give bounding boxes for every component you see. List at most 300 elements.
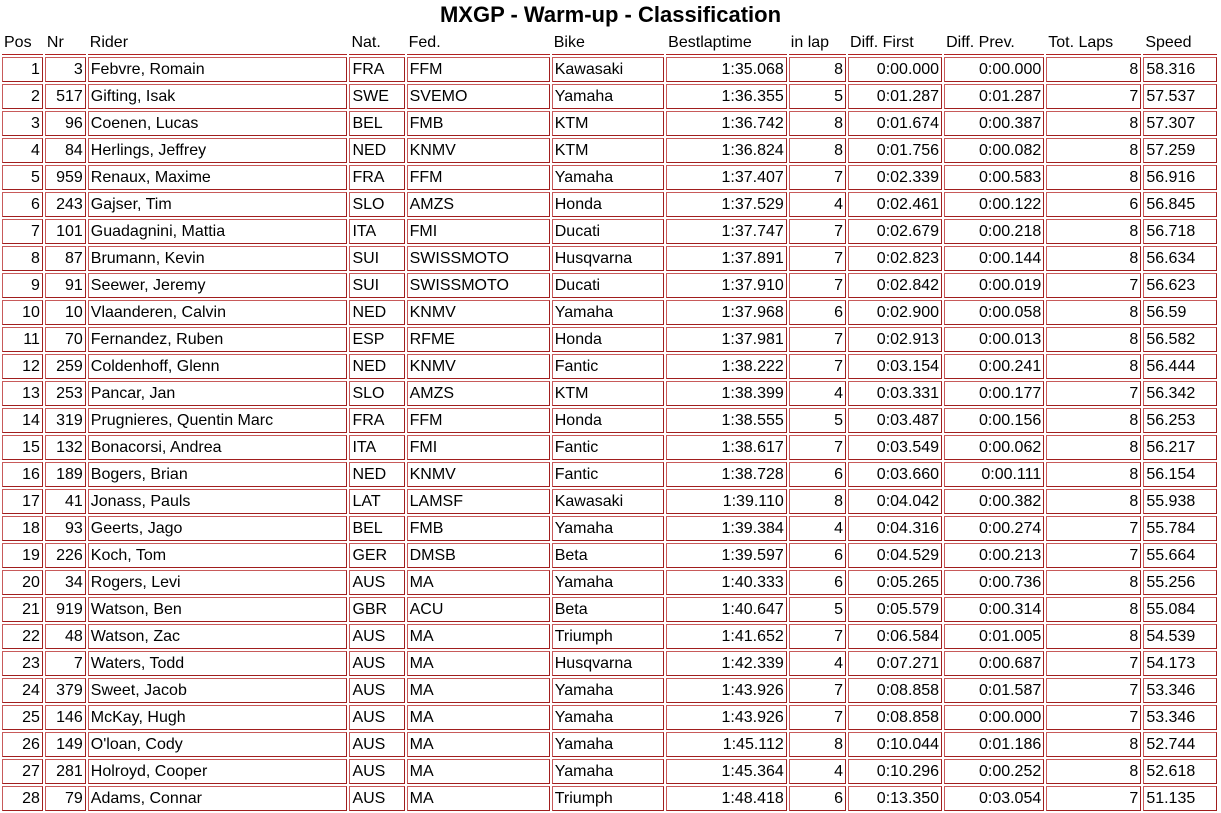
diff-prev-cell: 0:00.252	[944, 759, 1044, 784]
speed-cell: 58.316	[1143, 57, 1217, 82]
rider-cell: Coenen, Lucas	[88, 111, 348, 136]
fed-cell: KNMV	[407, 300, 550, 325]
pos-cell: 2	[2, 84, 43, 109]
in-lap-cell: 7	[789, 246, 846, 271]
diff-first-cell: 0:02.823	[848, 246, 942, 271]
nat-cell: GBR	[349, 597, 404, 622]
diff-first-cell: 0:07.271	[848, 651, 942, 676]
speed-cell: 53.346	[1143, 705, 1217, 730]
bestlaptime-cell: 1:43.926	[666, 705, 787, 730]
bike-cell: Kawasaki	[552, 57, 664, 82]
in-lap-cell: 4	[789, 651, 846, 676]
rider-cell: Watson, Ben	[88, 597, 348, 622]
fed-cell: MA	[407, 759, 550, 784]
col-tot-laps-header: Tot. Laps	[1046, 31, 1141, 55]
diff-first-cell: 0:01.287	[848, 84, 942, 109]
in-lap-cell: 7	[789, 327, 846, 352]
bestlaptime-cell: 1:37.910	[666, 273, 787, 298]
diff-first-cell: 0:03.331	[848, 381, 942, 406]
bestlaptime-cell: 1:40.333	[666, 570, 787, 595]
diff-first-cell: 0:05.265	[848, 570, 942, 595]
bike-cell: Yamaha	[552, 84, 664, 109]
bestlaptime-cell: 1:38.555	[666, 408, 787, 433]
fed-cell: RFME	[407, 327, 550, 352]
col-fed-header: Fed.	[407, 31, 550, 55]
col-in-lap-header: in lap	[789, 31, 846, 55]
fed-cell: MA	[407, 678, 550, 703]
bestlaptime-cell: 1:39.110	[666, 489, 787, 514]
rider-cell: Bonacorsi, Andrea	[88, 435, 348, 460]
table-row	[2, 246, 1217, 271]
fed-cell: FFM	[407, 57, 550, 82]
in-lap-cell: 8	[789, 138, 846, 163]
pos-cell: 17	[2, 489, 43, 514]
pos-cell: 12	[2, 354, 43, 379]
nr-cell: 259	[45, 354, 86, 379]
pos-cell: 18	[2, 516, 43, 541]
speed-cell: 54.539	[1143, 624, 1217, 649]
rider-cell: Jonass, Pauls	[88, 489, 348, 514]
in-lap-cell: 8	[789, 732, 846, 757]
tot-laps-cell: 8	[1046, 435, 1141, 460]
diff-first-cell: 0:04.316	[848, 516, 942, 541]
page-title: MXGP - Warm-up - Classification	[439, 2, 782, 27]
tot-laps-cell: 8	[1046, 327, 1141, 352]
diff-prev-cell: 0:00.213	[944, 543, 1044, 568]
speed-cell: 56.444	[1143, 354, 1217, 379]
speed-cell: 56.845	[1143, 192, 1217, 217]
rider-cell: O'loan, Cody	[88, 732, 348, 757]
diff-prev-cell: 0:00.583	[944, 165, 1044, 190]
diff-prev-cell: 0:03.054	[944, 786, 1044, 811]
tot-laps-cell: 7	[1046, 651, 1141, 676]
speed-cell: 57.259	[1143, 138, 1217, 163]
nr-cell: 84	[45, 138, 86, 163]
in-lap-cell: 7	[789, 165, 846, 190]
table-row	[2, 732, 1217, 757]
in-lap-cell: 4	[789, 192, 846, 217]
diff-first-cell: 0:02.679	[848, 219, 942, 244]
rider-cell: Fernandez, Ruben	[88, 327, 348, 352]
nr-cell: 243	[45, 192, 86, 217]
fed-cell: AMZS	[407, 381, 550, 406]
nr-cell: 149	[45, 732, 86, 757]
tot-laps-cell: 7	[1046, 543, 1141, 568]
pos-cell: 1	[2, 57, 43, 82]
table-row	[2, 543, 1217, 568]
bestlaptime-cell: 1:38.728	[666, 462, 787, 487]
rider-cell: Bogers, Brian	[88, 462, 348, 487]
pos-cell: 4	[2, 138, 43, 163]
speed-cell: 56.582	[1143, 327, 1217, 352]
table-row	[2, 84, 1217, 109]
tot-laps-cell: 8	[1046, 219, 1141, 244]
pos-cell: 15	[2, 435, 43, 460]
table-row	[2, 489, 1217, 514]
col-bestlaptime-header: Bestlaptime	[666, 31, 787, 55]
table-row	[2, 786, 1217, 811]
tot-laps-cell: 8	[1046, 246, 1141, 271]
diff-prev-cell: 0:00.314	[944, 597, 1044, 622]
nr-cell: 253	[45, 381, 86, 406]
speed-cell: 55.256	[1143, 570, 1217, 595]
fed-cell: LAMSF	[407, 489, 550, 514]
pos-cell: 24	[2, 678, 43, 703]
pos-cell: 28	[2, 786, 43, 811]
table-row	[2, 705, 1217, 730]
col-rider-header: Rider	[88, 31, 348, 55]
bestlaptime-cell: 1:40.647	[666, 597, 787, 622]
pos-cell: 13	[2, 381, 43, 406]
diff-prev-cell: 0:01.005	[944, 624, 1044, 649]
speed-cell: 53.346	[1143, 678, 1217, 703]
diff-prev-cell: 0:00.736	[944, 570, 1044, 595]
col-diff-first-header: Diff. First	[848, 31, 942, 55]
bike-cell: Fantic	[552, 354, 664, 379]
rider-cell: Brumann, Kevin	[88, 246, 348, 271]
rider-cell: Koch, Tom	[88, 543, 348, 568]
bike-cell: Yamaha	[552, 678, 664, 703]
nr-cell: 96	[45, 111, 86, 136]
bestlaptime-cell: 1:36.355	[666, 84, 787, 109]
bestlaptime-cell: 1:37.747	[666, 219, 787, 244]
table-row	[2, 624, 1217, 649]
in-lap-cell: 7	[789, 624, 846, 649]
rider-cell: Vlaanderen, Calvin	[88, 300, 348, 325]
tot-laps-cell: 8	[1046, 624, 1141, 649]
bestlaptime-cell: 1:37.529	[666, 192, 787, 217]
bestlaptime-cell: 1:48.418	[666, 786, 787, 811]
rider-cell: Coldenhoff, Glenn	[88, 354, 348, 379]
fed-cell: MA	[407, 651, 550, 676]
diff-prev-cell: 0:00.058	[944, 300, 1044, 325]
fed-cell: FMI	[407, 219, 550, 244]
table-row	[2, 651, 1217, 676]
nat-cell: AUS	[349, 570, 404, 595]
in-lap-cell: 7	[789, 273, 846, 298]
nr-cell: 87	[45, 246, 86, 271]
nat-cell: BEL	[349, 516, 404, 541]
table-row	[2, 192, 1217, 217]
nat-cell: NED	[349, 138, 404, 163]
diff-prev-cell: 0:00.218	[944, 219, 1044, 244]
bike-cell: Husqvarna	[552, 246, 664, 271]
diff-first-cell: 0:03.154	[848, 354, 942, 379]
nr-cell: 919	[45, 597, 86, 622]
rider-cell: Sweet, Jacob	[88, 678, 348, 703]
diff-prev-cell: 0:01.287	[944, 84, 1044, 109]
nat-cell: SWE	[349, 84, 404, 109]
bike-cell: Honda	[552, 192, 664, 217]
rider-cell: McKay, Hugh	[88, 705, 348, 730]
diff-prev-cell: 0:00.082	[944, 138, 1044, 163]
pos-cell: 21	[2, 597, 43, 622]
fed-cell: FMB	[407, 111, 550, 136]
rider-cell: Adams, Connar	[88, 786, 348, 811]
fed-cell: MA	[407, 570, 550, 595]
in-lap-cell: 4	[789, 516, 846, 541]
rider-cell: Febvre, Romain	[88, 57, 348, 82]
fed-cell: MA	[407, 705, 550, 730]
tot-laps-cell: 7	[1046, 84, 1141, 109]
nat-cell: SUI	[349, 246, 404, 271]
table-row	[2, 678, 1217, 703]
nat-cell: SLO	[349, 192, 404, 217]
rider-cell: Holroyd, Cooper	[88, 759, 348, 784]
nr-cell: 319	[45, 408, 86, 433]
tot-laps-cell: 6	[1046, 192, 1141, 217]
speed-cell: 56.154	[1143, 462, 1217, 487]
bestlaptime-cell: 1:37.981	[666, 327, 787, 352]
table-row	[2, 273, 1217, 298]
col-bike-header: Bike	[552, 31, 664, 55]
tot-laps-cell: 8	[1046, 570, 1141, 595]
diff-first-cell: 0:08.858	[848, 678, 942, 703]
bike-cell: KTM	[552, 381, 664, 406]
bestlaptime-cell: 1:38.617	[666, 435, 787, 460]
diff-first-cell: 0:02.339	[848, 165, 942, 190]
in-lap-cell: 7	[789, 435, 846, 460]
pos-cell: 6	[2, 192, 43, 217]
speed-cell: 56.916	[1143, 165, 1217, 190]
diff-prev-cell: 0:00.122	[944, 192, 1044, 217]
nr-cell: 79	[45, 786, 86, 811]
fed-cell: MA	[407, 624, 550, 649]
table-row	[2, 57, 1217, 82]
rider-cell: Renaux, Maxime	[88, 165, 348, 190]
nat-cell: ITA	[349, 219, 404, 244]
diff-first-cell: 0:04.529	[848, 543, 942, 568]
nat-cell: AUS	[349, 759, 404, 784]
speed-cell: 56.623	[1143, 273, 1217, 298]
diff-prev-cell: 0:00.111	[944, 462, 1044, 487]
bike-cell: Yamaha	[552, 732, 664, 757]
speed-cell: 56.342	[1143, 381, 1217, 406]
tot-laps-cell: 8	[1046, 759, 1141, 784]
diff-prev-cell: 0:00.144	[944, 246, 1044, 271]
bike-cell: Ducati	[552, 219, 664, 244]
bestlaptime-cell: 1:45.364	[666, 759, 787, 784]
diff-prev-cell: 0:00.274	[944, 516, 1044, 541]
table-row	[2, 111, 1217, 136]
bestlaptime-cell: 1:39.597	[666, 543, 787, 568]
nr-cell: 101	[45, 219, 86, 244]
nat-cell: SLO	[349, 381, 404, 406]
table-row	[2, 327, 1217, 352]
in-lap-cell: 8	[789, 57, 846, 82]
fed-cell: FFM	[407, 165, 550, 190]
bike-cell: Kawasaki	[552, 489, 664, 514]
nat-cell: SUI	[349, 273, 404, 298]
fed-cell: KNMV	[407, 138, 550, 163]
fed-cell: ACU	[407, 597, 550, 622]
bestlaptime-cell: 1:35.068	[666, 57, 787, 82]
speed-cell: 55.084	[1143, 597, 1217, 622]
diff-prev-cell: 0:00.000	[944, 57, 1044, 82]
diff-prev-cell: 0:01.186	[944, 732, 1044, 757]
nr-cell: 517	[45, 84, 86, 109]
in-lap-cell: 5	[789, 408, 846, 433]
nat-cell: AUS	[349, 624, 404, 649]
speed-cell: 55.938	[1143, 489, 1217, 514]
tot-laps-cell: 8	[1046, 489, 1141, 514]
fed-cell: AMZS	[407, 192, 550, 217]
tot-laps-cell: 7	[1046, 381, 1141, 406]
tot-laps-cell: 8	[1046, 57, 1141, 82]
nat-cell: NED	[349, 354, 404, 379]
table-row	[2, 570, 1217, 595]
bike-cell: Yamaha	[552, 516, 664, 541]
table-row	[2, 408, 1217, 433]
diff-prev-cell: 0:01.587	[944, 678, 1044, 703]
nr-cell: 959	[45, 165, 86, 190]
bestlaptime-cell: 1:38.222	[666, 354, 787, 379]
bike-cell: Honda	[552, 408, 664, 433]
speed-cell: 56.253	[1143, 408, 1217, 433]
speed-cell: 56.634	[1143, 246, 1217, 271]
diff-prev-cell: 0:00.062	[944, 435, 1044, 460]
speed-cell: 56.59	[1143, 300, 1217, 325]
nr-cell: 10	[45, 300, 86, 325]
table-row	[2, 300, 1217, 325]
diff-first-cell: 0:02.461	[848, 192, 942, 217]
diff-prev-cell: 0:00.241	[944, 354, 1044, 379]
rider-cell: Geerts, Jago	[88, 516, 348, 541]
diff-first-cell: 0:01.756	[848, 138, 942, 163]
fed-cell: SVEMO	[407, 84, 550, 109]
bike-cell: Beta	[552, 597, 664, 622]
in-lap-cell: 6	[789, 300, 846, 325]
table-row	[2, 597, 1217, 622]
in-lap-cell: 6	[789, 543, 846, 568]
bestlaptime-cell: 1:37.968	[666, 300, 787, 325]
nat-cell: AUS	[349, 732, 404, 757]
table-row	[2, 138, 1217, 163]
nr-cell: 146	[45, 705, 86, 730]
diff-first-cell: 0:10.044	[848, 732, 942, 757]
diff-prev-cell: 0:00.687	[944, 651, 1044, 676]
diff-first-cell: 0:03.660	[848, 462, 942, 487]
nat-cell: ITA	[349, 435, 404, 460]
in-lap-cell: 8	[789, 489, 846, 514]
nr-cell: 7	[45, 651, 86, 676]
in-lap-cell: 6	[789, 786, 846, 811]
classification-table	[0, 29, 1219, 813]
bike-cell: Triumph	[552, 786, 664, 811]
bestlaptime-cell: 1:41.652	[666, 624, 787, 649]
pos-cell: 3	[2, 111, 43, 136]
diff-prev-cell: 0:00.177	[944, 381, 1044, 406]
tot-laps-cell: 8	[1046, 462, 1141, 487]
tot-laps-cell: 8	[1046, 354, 1141, 379]
diff-prev-cell: 0:00.000	[944, 705, 1044, 730]
bike-cell: Ducati	[552, 273, 664, 298]
fed-cell: KNMV	[407, 462, 550, 487]
nat-cell: AUS	[349, 678, 404, 703]
tot-laps-cell: 7	[1046, 705, 1141, 730]
table-row	[2, 165, 1217, 190]
nr-cell: 189	[45, 462, 86, 487]
table-row	[2, 381, 1217, 406]
fed-cell: MA	[407, 786, 550, 811]
nr-cell: 70	[45, 327, 86, 352]
rider-cell: Prugnieres, Quentin Marc	[88, 408, 348, 433]
in-lap-cell: 7	[789, 678, 846, 703]
nat-cell: AUS	[349, 705, 404, 730]
table-row	[2, 516, 1217, 541]
rider-cell: Pancar, Jan	[88, 381, 348, 406]
col-pos-header: Pos	[2, 31, 43, 55]
speed-cell: 55.664	[1143, 543, 1217, 568]
pos-cell: 9	[2, 273, 43, 298]
rider-cell: Gajser, Tim	[88, 192, 348, 217]
diff-first-cell: 0:13.350	[848, 786, 942, 811]
bike-cell: Yamaha	[552, 165, 664, 190]
diff-first-cell: 0:01.674	[848, 111, 942, 136]
pos-cell: 5	[2, 165, 43, 190]
diff-first-cell: 0:02.900	[848, 300, 942, 325]
tot-laps-cell: 8	[1046, 732, 1141, 757]
pos-cell: 19	[2, 543, 43, 568]
diff-prev-cell: 0:00.387	[944, 111, 1044, 136]
bestlaptime-cell: 1:39.384	[666, 516, 787, 541]
nat-cell: LAT	[349, 489, 404, 514]
diff-first-cell: 0:04.042	[848, 489, 942, 514]
in-lap-cell: 5	[789, 84, 846, 109]
table-row	[2, 354, 1217, 379]
rider-cell: Herlings, Jeffrey	[88, 138, 348, 163]
diff-prev-cell: 0:00.019	[944, 273, 1044, 298]
fed-cell: SWISSMOTO	[407, 273, 550, 298]
col-nr-header: Nr	[45, 31, 86, 55]
nat-cell: GER	[349, 543, 404, 568]
bestlaptime-cell: 1:43.926	[666, 678, 787, 703]
rider-cell: Guadagnini, Mattia	[88, 219, 348, 244]
nat-cell: NED	[349, 462, 404, 487]
diff-first-cell: 0:02.842	[848, 273, 942, 298]
speed-cell: 56.217	[1143, 435, 1217, 460]
speed-cell: 54.173	[1143, 651, 1217, 676]
diff-first-cell: 0:02.913	[848, 327, 942, 352]
speed-cell: 51.135	[1143, 786, 1217, 811]
pos-cell: 27	[2, 759, 43, 784]
rider-cell: Rogers, Levi	[88, 570, 348, 595]
col-nat-header: Nat.	[349, 31, 404, 55]
speed-cell: 56.718	[1143, 219, 1217, 244]
pos-cell: 26	[2, 732, 43, 757]
fed-cell: KNMV	[407, 354, 550, 379]
tot-laps-cell: 7	[1046, 516, 1141, 541]
tot-laps-cell: 7	[1046, 273, 1141, 298]
pos-cell: 11	[2, 327, 43, 352]
diff-first-cell: 0:00.000	[848, 57, 942, 82]
nr-cell: 91	[45, 273, 86, 298]
col-speed-header: Speed	[1143, 31, 1217, 55]
fed-cell: SWISSMOTO	[407, 246, 550, 271]
in-lap-cell: 5	[789, 597, 846, 622]
nat-cell: AUS	[349, 651, 404, 676]
diff-prev-cell: 0:00.382	[944, 489, 1044, 514]
tot-laps-cell: 8	[1046, 111, 1141, 136]
pos-cell: 25	[2, 705, 43, 730]
fed-cell: FMB	[407, 516, 550, 541]
speed-cell: 55.784	[1143, 516, 1217, 541]
tot-laps-cell: 8	[1046, 597, 1141, 622]
in-lap-cell: 6	[789, 570, 846, 595]
nat-cell: FRA	[349, 408, 404, 433]
bestlaptime-cell: 1:42.339	[666, 651, 787, 676]
bestlaptime-cell: 1:37.891	[666, 246, 787, 271]
